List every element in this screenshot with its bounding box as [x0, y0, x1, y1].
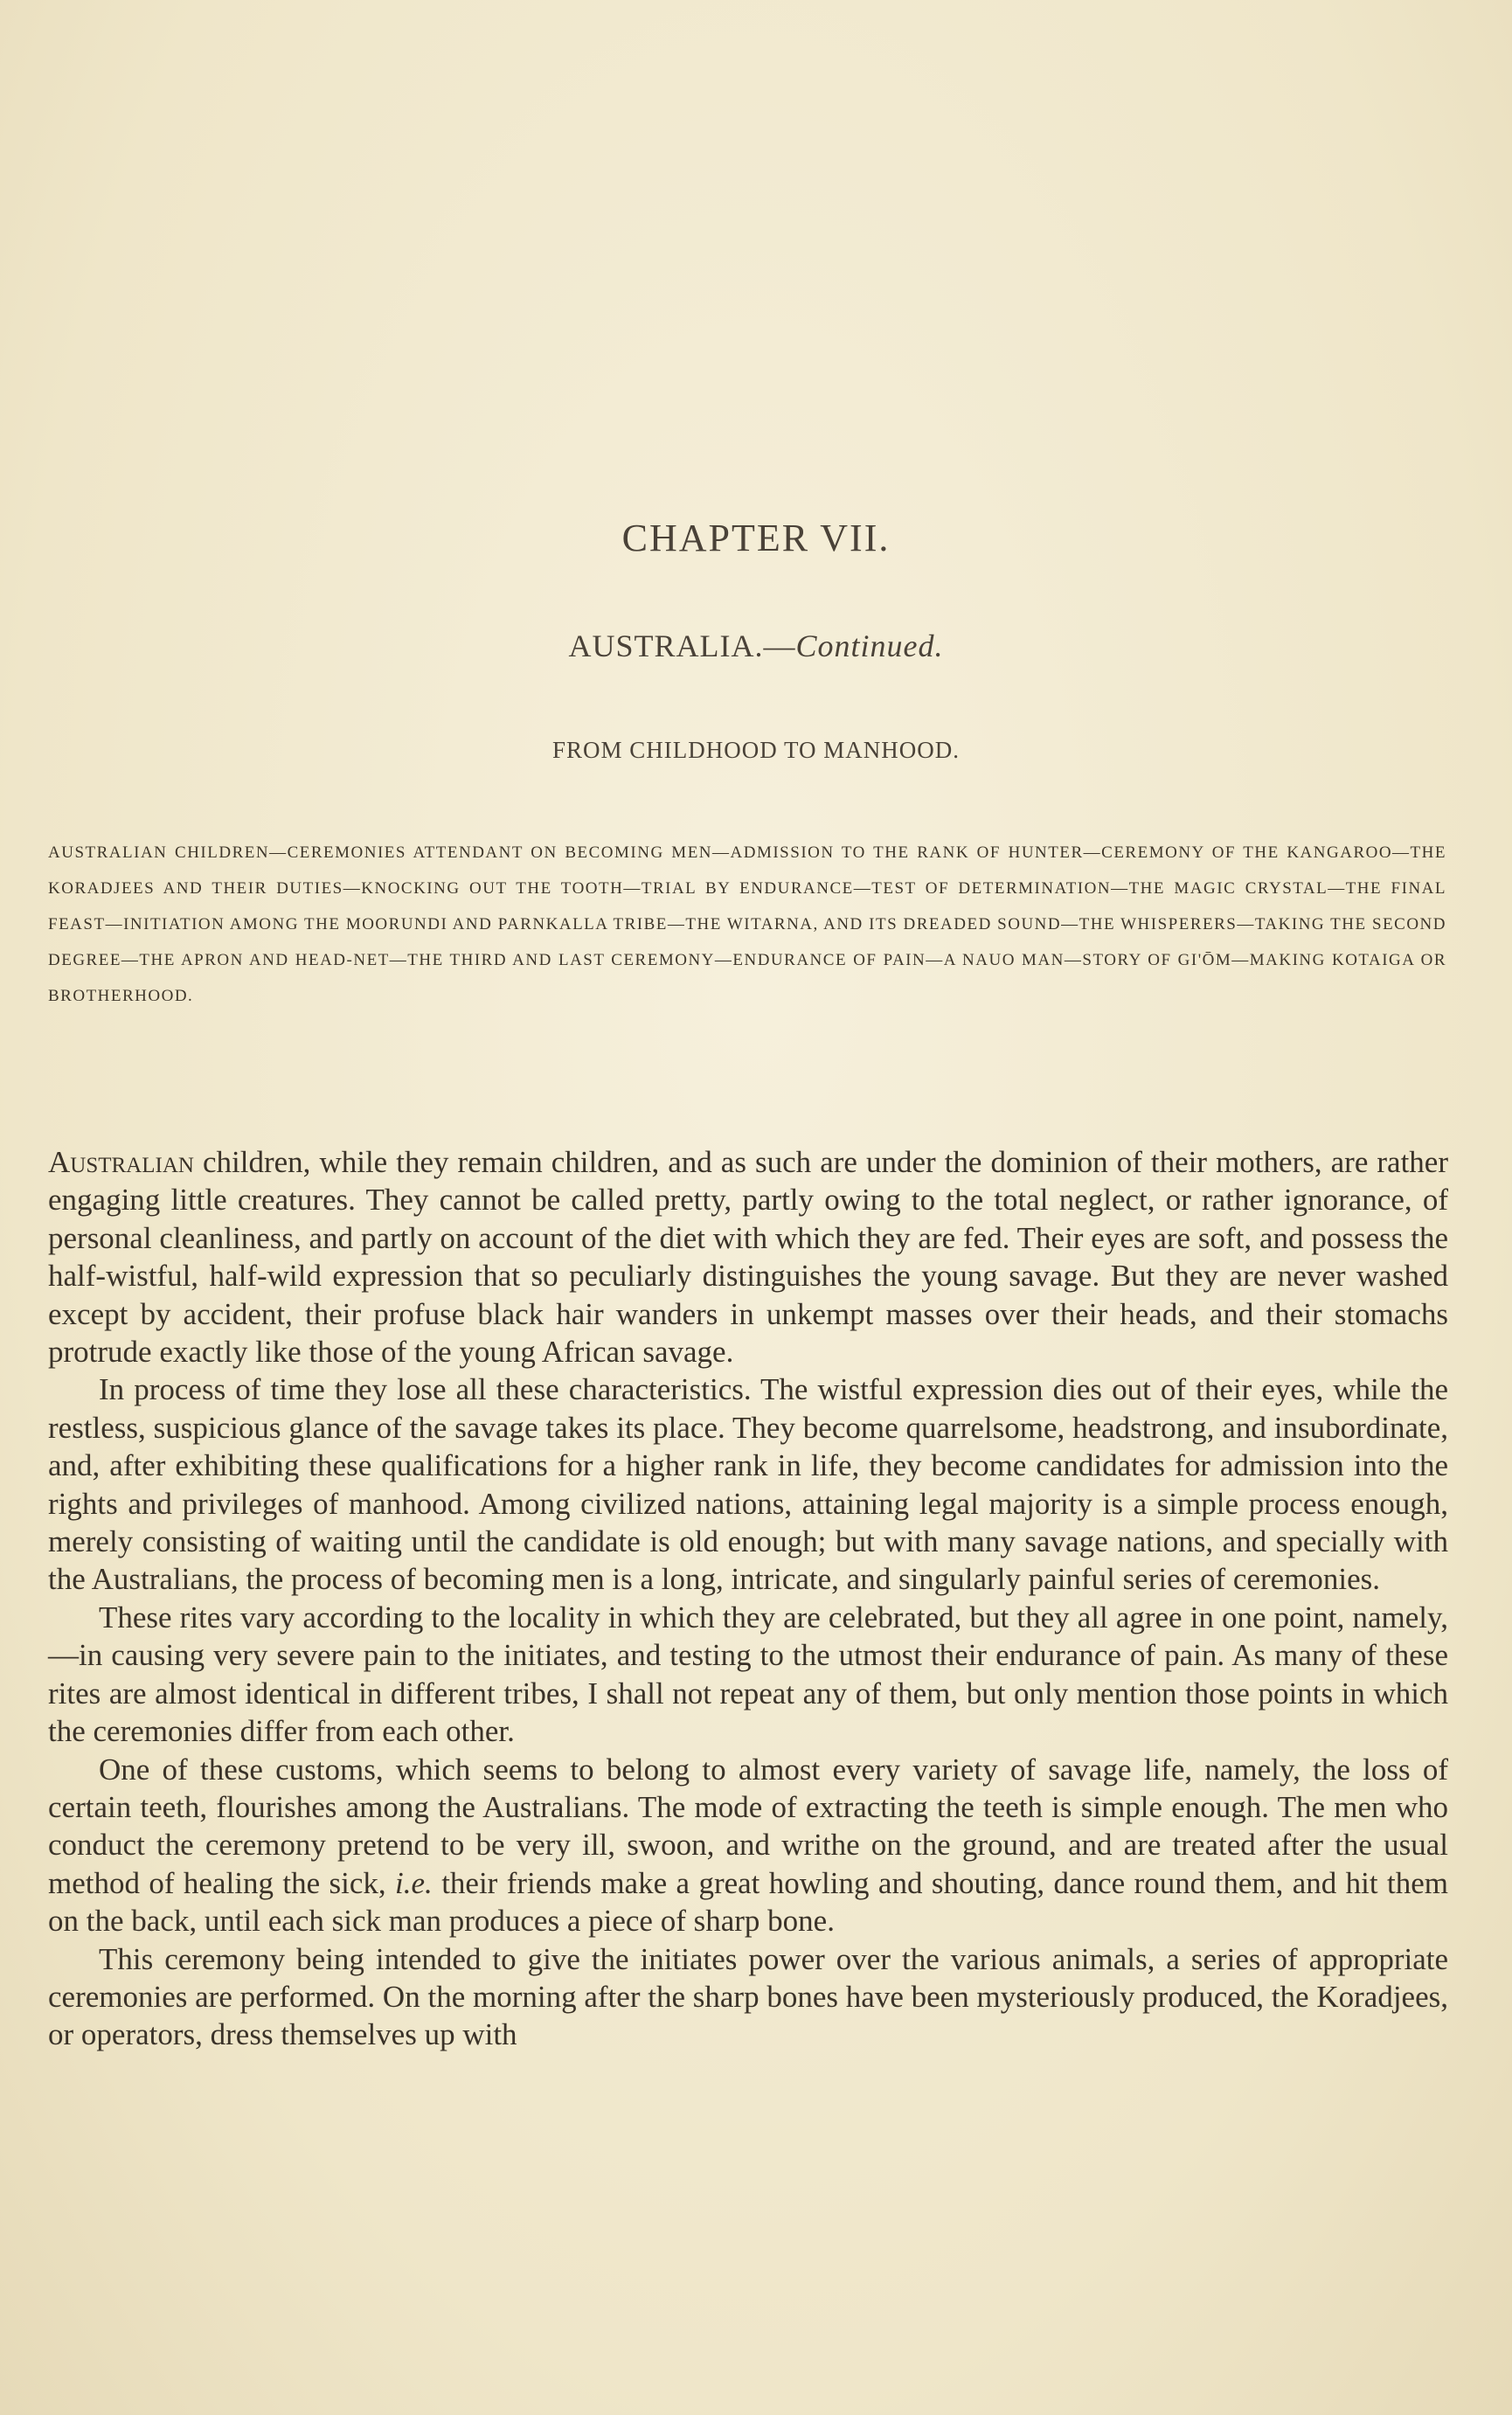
paragraph-lead-word: Australian: [48, 1145, 194, 1179]
paragraph-2: In process of time they lose all these characteristics. The wistful expression dies out of their eyes, while the restless, suspicious glance of the savage takes its place. They become quarrelsome, headstrong, and insubordinate, and, after exhibiting these qualifications for a higher rank in life, they become candidates for admission into the rights and privileges of manhood. Among civilized nations, attaining legal majority is a simple process enough, merely consisting of waiting until the candidate is old enough; but with many savage nations, and specially with the Australians, the process of becoming men is a long, intricate, and singularly painful series of ceremonies.: [48, 1372, 1448, 1597]
chapter-synopsis: AUSTRALIAN CHILDREN—CEREMONIES ATTENDANT ON BECOMING MEN—ADMISSION TO THE RANK OF HUNTER—CEREMONY OF THE KANGAROO—THE KORADJEES AND THEIR DUTIES—KNOCKING OUT THE TOOTH—TRIAL BY ENDURANCE—TEST OF DETERMINATION—THE MAGIC CRYSTAL—THE FINAL FEAST—INITIATION AMONG THE MOORUNDI AND PARNKALLA TRIBE—THE WITARNA, AND ITS DREADED SOUND—THE WHISPERERS—TAKING THE SECOND DEGREE—THE APRON AND HEAD-NET—THE THIRD AND LAST CEREMONY—ENDURANCE OF PAIN—A NAUO MAN—STORY OF GI'ŌM—MAKING KOTAIGA OR BROTHERHOOD.: [48, 843, 1446, 1005]
ie-abbreviation: i.e.: [395, 1865, 433, 1900]
chapter-subtitle: FROM CHILDHOOD TO MANHOOD.: [551, 737, 961, 763]
paragraph-5: This ceremony being intended to give the initiates power over the various animals, a series of appropriate ceremonies are performed. On the morning after the sharp bones have been mysteriously produced, the Koradjees, or operators, dress themselves up with: [48, 1941, 1448, 2052]
section-title-text: AUSTRALIA.—: [568, 628, 796, 663]
paragraph-4-text-b: their friends make a great howling and shouting, dance round them, and hit them on the back, until each sick man produces a piece of sharp bone.: [48, 1865, 1448, 1939]
paragraph-4-text-a: One of these customs, which seems to belong to almost every variety of savage life, namely, the loss of certain teeth, flourishes among the Australians. The mode of extracting the teeth is simple enough. The men who conduct the ceremony pretend to be very ill, swoon, and writhe on the ground, and are treated after the usual method of healing the sick,: [48, 1752, 1448, 1900]
paragraph-4: [48, 1751, 1448, 1940]
chapter-title: CHAPTER VII.: [621, 517, 891, 559]
section-title: [0, 628, 1512, 664]
body-text: [48, 1143, 1448, 2054]
paragraph-1: [48, 1143, 1448, 1371]
paragraph-3: These rites vary according to the locality in which they are celebrated, but they all agree in one point, namely,—in causing very severe pain to the initiates, and testing to the utmost their endurance of pain. As many of these rites are almost identical in different tribes, I shall not repeat any of them, but only mention those points in which the ceremonies differ from each other.: [48, 1600, 1448, 1749]
section-continued-text: Continued.: [795, 628, 944, 663]
paragraph-1-text: children, while they remain children, and as such are under the dominion of their mothers, are rather engaging little creatures. They cannot be called pretty, partly owing to the total neglect, or rather ignorance, of personal cleanliness, and partly on account of the diet with which they are fed. Their eyes are soft, and possess the half-wistful, half-wild expression that so peculiarly distinguishes the young savage. But they are never washed except by accident, their profuse black hair wanders in unkempt masses over their heads, and their stomachs protrude exactly like those of the young African savage.: [48, 1145, 1448, 1370]
